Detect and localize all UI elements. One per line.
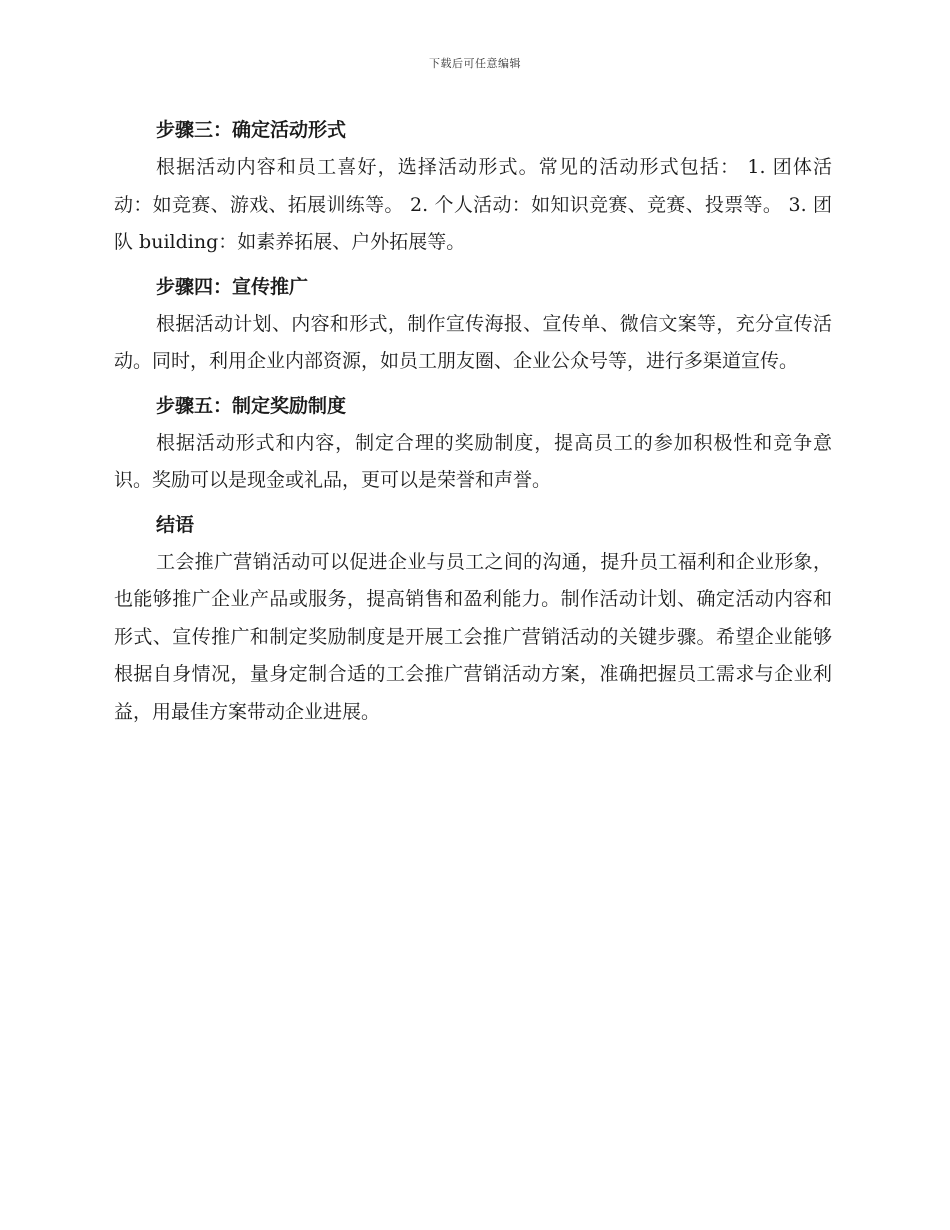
section-paragraph: 根据活动计划、内容和形式，制作宣传海报、宣传单、微信文案等，充分宣传活动。同时，利用企业内部资源，如员工朋友圈、企业公众号等，进行多渠道宣传。 xyxy=(114,312,832,372)
section-step-5 xyxy=(114,388,832,500)
section-heading: 步骤四：宣传推广 xyxy=(156,275,309,298)
section-heading: 步骤三：确定活动形式 xyxy=(156,119,347,141)
section-paragraph: 工会推广营销活动可以促进企业与员工之间的沟通，提升员工福利和企业形象，也能够推广企业产品或服务，提高销售和盈利能力。制作活动计划、确定活动内容和形式、宣传推广和制定奖励制度是开展工会推广营销活动的关键步骤。希望企业能够根据自身情况，量身定制合适的工会推广营销活动方案，准确把握员工需求与企业利益，用最佳方案带动企业进展。 xyxy=(114,550,832,723)
section-heading: 结语 xyxy=(156,513,195,536)
section-paragraph: 根据活动内容和员工喜好，选择活动形式。常见的活动形式包括： 1. 团体活动：如竞赛、游戏、拓展训练等。 2. 个人活动：如知识竞赛、竞赛、投票等。 3. 团队 building：如素养拓展、户外拓展等。 xyxy=(114,156,832,253)
section-paragraph: 根据活动形式和内容，制定合理的奖励制度，提高员工的参加积极性和竞争意识。奖励可以是现金或礼品，更可以是荣誉和声誉。 xyxy=(114,431,832,491)
document-body xyxy=(114,112,832,738)
section-conclusion xyxy=(114,507,832,732)
section-heading: 步骤五：制定奖励制度 xyxy=(156,394,347,417)
section-step-3 xyxy=(114,112,832,262)
page-header: 下载后可任意编辑 xyxy=(429,57,521,70)
section-step-4 xyxy=(114,269,832,381)
